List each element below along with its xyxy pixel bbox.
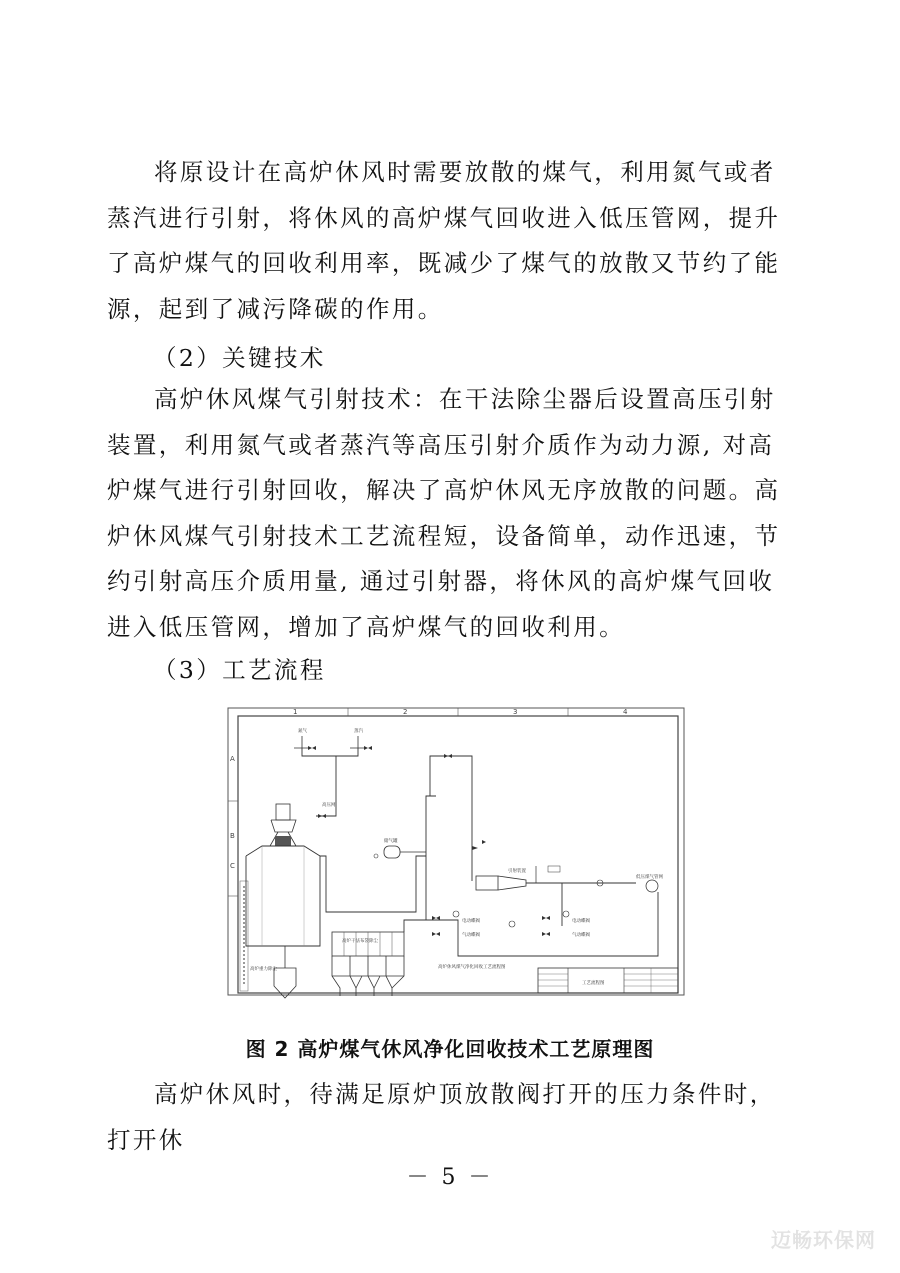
low-pressure-net — [646, 880, 658, 892]
paragraph-3 — [107, 1072, 797, 1163]
label-cylinder: 储气罐 — [384, 839, 398, 844]
process-diagram-svg — [226, 706, 686, 1021]
label-electric-valve: 电动蝶阀 — [462, 919, 480, 924]
paragraph-2 — [107, 377, 797, 650]
heading-key-technology: （2）关键技术 — [153, 344, 326, 372]
outer-frame — [228, 708, 684, 995]
label-pneumatic-valve: 气动蝶阀 — [462, 933, 480, 938]
gas-cylinder — [384, 846, 400, 858]
furnace-body — [246, 846, 320, 946]
title-block-text: 工艺流程图 — [582, 981, 605, 986]
page-number: － 5 － — [406, 1165, 494, 1190]
grid-col-2: 2 — [403, 708, 408, 716]
grid-row-c: C — [230, 862, 235, 870]
label-gravity-dust-catcher: 高炉重力除尘 — [250, 967, 277, 972]
diagram-flow-title: 高炉休风煤气净化回收工艺流程图 — [438, 965, 506, 970]
label-ejector: 引射装置 — [508, 869, 526, 874]
label-steam: 蒸汽 — [354, 729, 363, 734]
label-electric-valve-2: 电动蝶阀 — [572, 919, 590, 924]
grid-row-b: B — [230, 832, 235, 840]
valve-steam — [364, 746, 372, 750]
paragraph-1 — [107, 150, 797, 332]
valve-nitrogen — [308, 746, 316, 750]
paragraph-1-text: 将原设计在高炉休风时需要放散的煤气，利用氮气或者蒸汽进行引射，将休风的高炉煤气回收进入低压管网，提升了高炉煤气的回收利用率，既减少了煤气的放散又节约了能源，起到了减污降碳的作用。 — [107, 158, 781, 323]
label-high-pressure-net: 高压网 — [322, 803, 336, 808]
label-pneumatic-valve-2: 气动蝶阀 — [572, 933, 590, 938]
grid-col-4: 4 — [623, 708, 628, 716]
ejector — [476, 876, 546, 890]
site-watermark: 迈畅环保网 — [771, 1228, 876, 1252]
paragraph-3-text: 高炉休风时，待满足原炉顶放散阀打开的压力条件时，打开休 — [107, 1080, 776, 1154]
title-block — [538, 968, 678, 993]
label-bag-filter: 高炉干法布袋除尘 — [342, 939, 378, 944]
grid-row-a: A — [230, 755, 235, 763]
label-low-pressure-net: 低压煤气管网 — [636, 875, 663, 880]
process-diagram — [226, 706, 686, 1021]
label-nitrogen: 氮气 — [298, 729, 307, 734]
grid-col-3: 3 — [513, 708, 518, 716]
grid-col-1: 1 — [293, 708, 298, 716]
paragraph-2-text: 高炉休风煤气引射技术：在干法除尘器后设置高压引射装置，利用氮气或者蒸汽等高压引射介质作为动力源, 对高炉煤气进行引射回收，解决了高炉休风无序放散的问题。高炉休风煤气引射技术工艺流程短，设备简单，动作迅速，节约引射高压介质用量, 通过引射器，将休风的高炉煤气回收进入低压管网，增加了高炉煤气的回收利用。 — [107, 385, 781, 641]
heading-process-flow: （3）工艺流程 — [153, 656, 326, 684]
figure-caption: 图 2 高炉煤气休风净化回收技术工艺原理图 — [245, 1037, 655, 1061]
